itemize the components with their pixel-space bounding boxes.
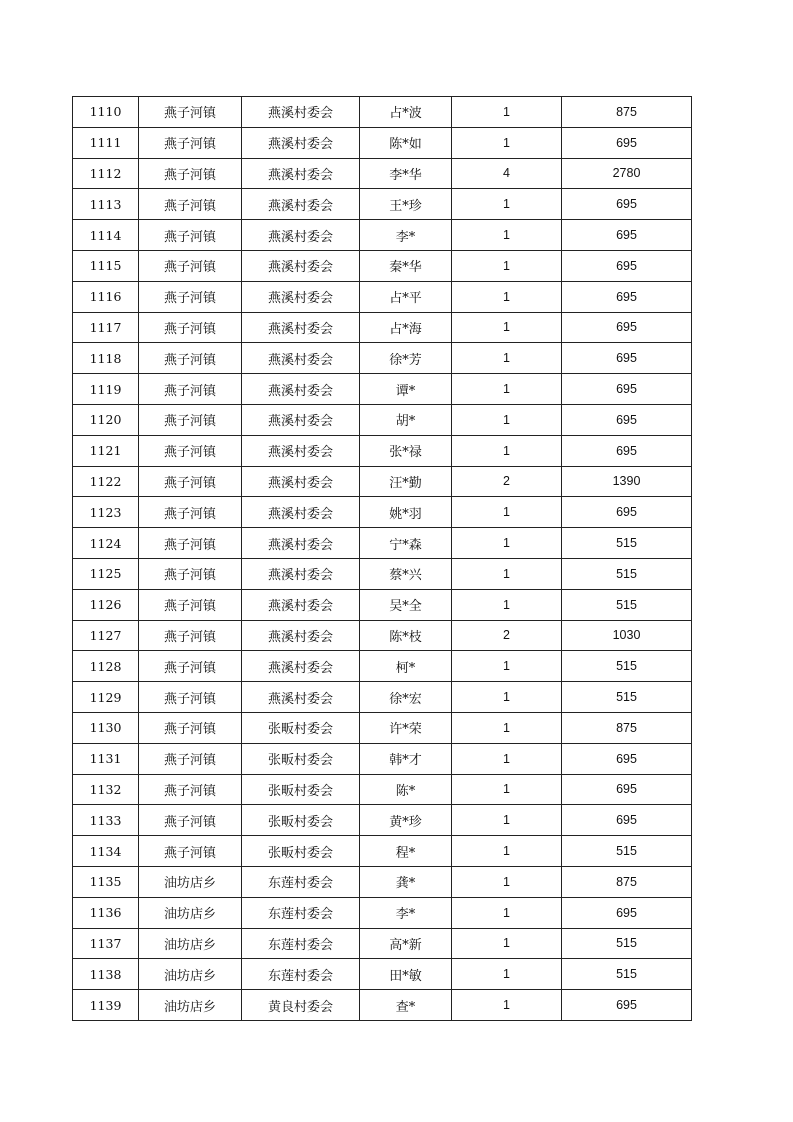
row-number: 1121 [73,435,139,466]
village-committee-cell: 燕溪村委会 [242,404,360,435]
township-cell: 油坊店乡 [139,959,242,990]
township-cell: 燕子河镇 [139,97,242,128]
row-number: 1139 [73,990,139,1021]
table-row [73,281,692,312]
person-name-cell: 陈*如 [360,127,452,158]
township-cell: 油坊店乡 [139,897,242,928]
row-number: 1128 [73,651,139,682]
row-number: 1134 [73,836,139,867]
village-committee-cell: 燕溪村委会 [242,374,360,405]
table-row [73,682,692,713]
village-committee-cell: 黄良村委会 [242,990,360,1021]
amount-cell: 515 [562,558,692,589]
township-cell: 燕子河镇 [139,281,242,312]
amount-cell: 695 [562,343,692,374]
count-cell: 1 [452,990,562,1021]
village-committee-cell: 燕溪村委会 [242,497,360,528]
person-name-cell: 许*荣 [360,712,452,743]
row-number: 1110 [73,97,139,128]
person-name-cell: 姚*羽 [360,497,452,528]
table-row [73,805,692,836]
row-number: 1113 [73,189,139,220]
count-cell: 1 [452,589,562,620]
amount-cell: 515 [562,682,692,713]
person-name-cell: 李*华 [360,158,452,189]
count-cell: 1 [452,558,562,589]
township-cell: 燕子河镇 [139,774,242,805]
table-row [73,404,692,435]
count-cell: 1 [452,97,562,128]
count-cell: 1 [452,189,562,220]
township-cell: 燕子河镇 [139,620,242,651]
township-cell: 燕子河镇 [139,836,242,867]
row-number: 1120 [73,404,139,435]
count-cell: 1 [452,250,562,281]
village-committee-cell: 张畈村委会 [242,805,360,836]
township-cell: 燕子河镇 [139,127,242,158]
count-cell: 1 [452,866,562,897]
count-cell: 4 [452,158,562,189]
count-cell: 1 [452,343,562,374]
amount-cell: 695 [562,805,692,836]
table-row [73,220,692,251]
amount-cell: 695 [562,497,692,528]
count-cell: 1 [452,682,562,713]
table-row [73,928,692,959]
table-row [73,528,692,559]
table-row [73,589,692,620]
township-cell: 燕子河镇 [139,743,242,774]
amount-cell: 515 [562,589,692,620]
row-number: 1136 [73,897,139,928]
amount-cell: 515 [562,651,692,682]
village-committee-cell: 燕溪村委会 [242,343,360,374]
village-committee-cell: 燕溪村委会 [242,189,360,220]
amount-cell: 695 [562,743,692,774]
table-row [73,558,692,589]
village-committee-cell: 燕溪村委会 [242,220,360,251]
village-committee-cell: 东莲村委会 [242,959,360,990]
village-committee-cell: 张畈村委会 [242,712,360,743]
village-committee-cell: 燕溪村委会 [242,558,360,589]
count-cell: 1 [452,404,562,435]
person-name-cell: 徐*宏 [360,682,452,713]
township-cell: 燕子河镇 [139,343,242,374]
row-number: 1126 [73,589,139,620]
township-cell: 燕子河镇 [139,712,242,743]
table-row [73,743,692,774]
count-cell: 2 [452,466,562,497]
person-name-cell: 张*禄 [360,435,452,466]
amount-cell: 695 [562,127,692,158]
person-name-cell: 程* [360,836,452,867]
township-cell: 油坊店乡 [139,866,242,897]
row-number: 1133 [73,805,139,836]
person-name-cell: 田*敏 [360,959,452,990]
village-committee-cell: 燕溪村委会 [242,528,360,559]
amount-cell: 695 [562,312,692,343]
person-name-cell: 查* [360,990,452,1021]
row-number: 1131 [73,743,139,774]
table-row [73,990,692,1021]
table-row [73,312,692,343]
amount-cell: 515 [562,928,692,959]
amount-cell: 695 [562,374,692,405]
village-committee-cell: 东莲村委会 [242,866,360,897]
table-body [73,97,692,1021]
amount-cell: 875 [562,866,692,897]
person-name-cell: 黄*珍 [360,805,452,836]
amount-cell: 695 [562,250,692,281]
table-row [73,97,692,128]
amount-cell: 1390 [562,466,692,497]
township-cell: 燕子河镇 [139,558,242,589]
table-row [73,866,692,897]
village-committee-cell: 张畈村委会 [242,774,360,805]
count-cell: 1 [452,836,562,867]
person-name-cell: 陈*枝 [360,620,452,651]
row-number: 1114 [73,220,139,251]
person-name-cell: 龚* [360,866,452,897]
township-cell: 燕子河镇 [139,682,242,713]
count-cell: 1 [452,774,562,805]
township-cell: 燕子河镇 [139,404,242,435]
village-committee-cell: 张畈村委会 [242,836,360,867]
amount-cell: 515 [562,836,692,867]
person-name-cell: 谭* [360,374,452,405]
village-committee-cell: 燕溪村委会 [242,97,360,128]
table-row [73,374,692,405]
row-number: 1124 [73,528,139,559]
village-committee-cell: 东莲村委会 [242,928,360,959]
person-name-cell: 胡* [360,404,452,435]
person-name-cell: 柯* [360,651,452,682]
township-cell: 燕子河镇 [139,158,242,189]
row-number: 1137 [73,928,139,959]
township-cell: 油坊店乡 [139,928,242,959]
table-row [73,959,692,990]
row-number: 1122 [73,466,139,497]
amount-cell: 695 [562,404,692,435]
count-cell: 1 [452,712,562,743]
count-cell: 1 [452,312,562,343]
village-committee-cell: 燕溪村委会 [242,589,360,620]
row-number: 1138 [73,959,139,990]
amount-cell: 695 [562,189,692,220]
village-committee-cell: 燕溪村委会 [242,250,360,281]
count-cell: 1 [452,127,562,158]
person-name-cell: 韩*才 [360,743,452,774]
amount-cell: 875 [562,97,692,128]
row-number: 1112 [73,158,139,189]
amount-cell: 1030 [562,620,692,651]
person-name-cell: 汪*勤 [360,466,452,497]
table-row [73,651,692,682]
person-name-cell: 占*波 [360,97,452,128]
amount-cell: 875 [562,712,692,743]
row-number: 1115 [73,250,139,281]
person-name-cell: 秦*华 [360,250,452,281]
amount-cell: 695 [562,990,692,1021]
row-number: 1117 [73,312,139,343]
township-cell: 燕子河镇 [139,528,242,559]
person-name-cell: 陈* [360,774,452,805]
row-number: 1116 [73,281,139,312]
person-name-cell: 李* [360,220,452,251]
amount-cell: 695 [562,435,692,466]
person-name-cell: 高*新 [360,928,452,959]
table-row [73,343,692,374]
count-cell: 1 [452,281,562,312]
roster-table [72,96,692,1021]
amount-cell: 2780 [562,158,692,189]
row-number: 1129 [73,682,139,713]
township-cell: 燕子河镇 [139,374,242,405]
count-cell: 1 [452,959,562,990]
table-row [73,836,692,867]
village-committee-cell: 燕溪村委会 [242,682,360,713]
township-cell: 燕子河镇 [139,466,242,497]
table-row [73,466,692,497]
count-cell: 1 [452,374,562,405]
row-number: 1132 [73,774,139,805]
township-cell: 燕子河镇 [139,805,242,836]
count-cell: 1 [452,805,562,836]
count-cell: 2 [452,620,562,651]
table-row [73,497,692,528]
row-number: 1130 [73,712,139,743]
person-name-cell: 占*海 [360,312,452,343]
township-cell: 油坊店乡 [139,990,242,1021]
row-number: 1125 [73,558,139,589]
count-cell: 1 [452,528,562,559]
table-row [73,127,692,158]
count-cell: 1 [452,897,562,928]
amount-cell: 695 [562,897,692,928]
count-cell: 1 [452,497,562,528]
amount-cell: 695 [562,281,692,312]
village-committee-cell: 燕溪村委会 [242,620,360,651]
row-number: 1127 [73,620,139,651]
amount-cell: 695 [562,774,692,805]
amount-cell: 515 [562,528,692,559]
table-row [73,435,692,466]
village-committee-cell: 燕溪村委会 [242,435,360,466]
township-cell: 燕子河镇 [139,497,242,528]
count-cell: 1 [452,651,562,682]
township-cell: 燕子河镇 [139,189,242,220]
township-cell: 燕子河镇 [139,312,242,343]
table-row [73,189,692,220]
count-cell: 1 [452,220,562,251]
village-committee-cell: 东莲村委会 [242,897,360,928]
person-name-cell: 宁*森 [360,528,452,559]
table-row [73,620,692,651]
amount-cell: 515 [562,959,692,990]
village-committee-cell: 燕溪村委会 [242,281,360,312]
count-cell: 1 [452,743,562,774]
row-number: 1119 [73,374,139,405]
village-committee-cell: 燕溪村委会 [242,466,360,497]
person-name-cell: 李* [360,897,452,928]
village-committee-cell: 张畈村委会 [242,743,360,774]
village-committee-cell: 燕溪村委会 [242,127,360,158]
amount-cell: 695 [562,220,692,251]
row-number: 1118 [73,343,139,374]
village-committee-cell: 燕溪村委会 [242,651,360,682]
person-name-cell: 蔡*兴 [360,558,452,589]
village-committee-cell: 燕溪村委会 [242,312,360,343]
township-cell: 燕子河镇 [139,220,242,251]
count-cell: 1 [452,928,562,959]
row-number: 1135 [73,866,139,897]
row-number: 1123 [73,497,139,528]
person-name-cell: 占*平 [360,281,452,312]
table-row [73,158,692,189]
count-cell: 1 [452,435,562,466]
township-cell: 燕子河镇 [139,250,242,281]
table-row [73,897,692,928]
table-row [73,774,692,805]
township-cell: 燕子河镇 [139,435,242,466]
township-cell: 燕子河镇 [139,589,242,620]
person-name-cell: 王*珍 [360,189,452,220]
row-number: 1111 [73,127,139,158]
village-committee-cell: 燕溪村委会 [242,158,360,189]
township-cell: 燕子河镇 [139,651,242,682]
table-row [73,712,692,743]
person-name-cell: 徐*芳 [360,343,452,374]
table-row [73,250,692,281]
person-name-cell: 吴*全 [360,589,452,620]
